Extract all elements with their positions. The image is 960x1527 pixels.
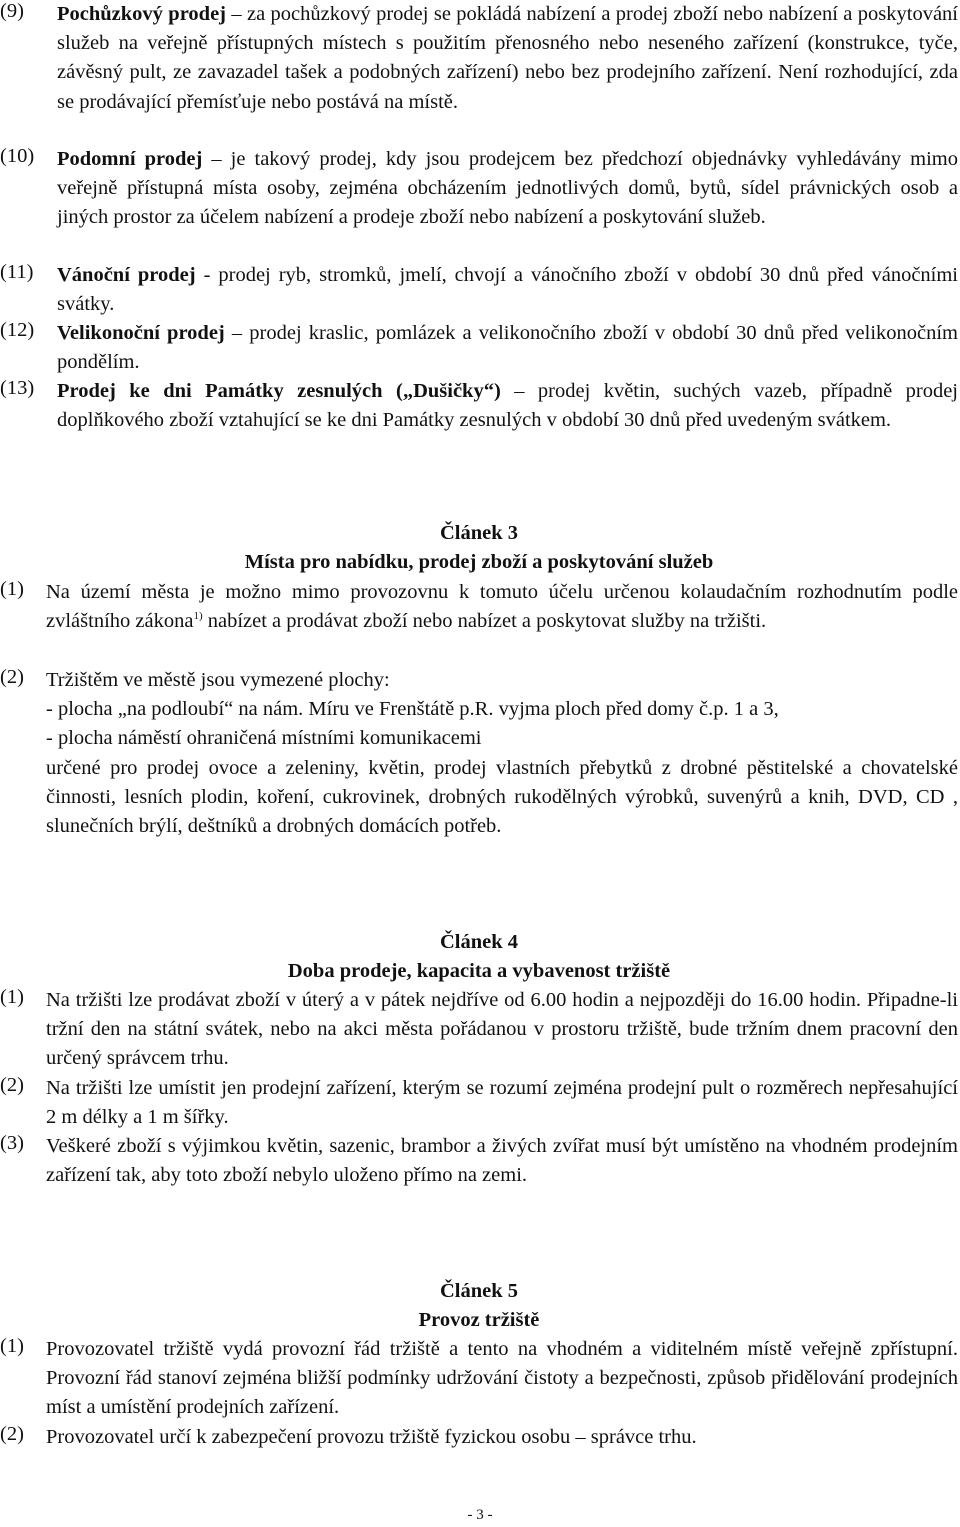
paragraph-number: (2) xyxy=(0,666,24,688)
definition-text: prodej kraslic, pomlázek a velikonočního zboží v období 30 dnů před velikonočním pondělím. xyxy=(57,322,958,374)
article-5-paragraph-2 xyxy=(0,1423,958,1452)
paragraph-text: Provozovatel tržiště vydá provozní řád tržiště a tento na vhodném a viditelném místě veřejně zpřístupní. Provozní řád stanoví zejména bližší podmínky udržování čistoty a bezpečnosti, způsob přidělování prodejních míst a umístění prodejních zařízení. xyxy=(46,1338,958,1419)
definition-number: (9) xyxy=(0,0,24,22)
definition-term: Prodej ke dni Památky zesnulých („Dušičky“) xyxy=(57,380,501,402)
definition-text: za pochůzkový prodej se pokládá nabízení a prodej zboží nebo nabízení a poskytování služeb na veřejně přístupných místech s použitím přenosného nebo neseného zařízení (konstrukce, tyče, závěsný pult, ze zavazadel tašek a podobných zařízení) nebo bez prodejního zařízení. Není rozhodující, zda se prodávající přemísťuje nebo postává na místě. xyxy=(57,3,958,113)
article-4-paragraph-3 xyxy=(0,1132,958,1190)
definition-number: (12) xyxy=(0,319,35,341)
definition-number: (13) xyxy=(0,377,35,399)
definition-12: (12) Velikonoční prodej – prodej kraslic, pomlázek a velikonočního zboží v období 30 dnů před velikonočním pondělím. xyxy=(0,319,958,374)
footnote-reference: 1) xyxy=(193,610,203,623)
definition-term: Podomní prodej xyxy=(57,148,203,170)
paragraph-text: určené pro prodej ovoce a zeleniny, květin, prodej vlastních přebytků z drobné pěstitelské a chovatelské činnosti, lesních plodin, koření, cukrovinek, drobných rukodělných výrobků, suvenýrů a knih, DVD, CD , slunečních brýlí, deštníků a drobných domácích potřeb. xyxy=(46,756,958,838)
paragraph-number: (3) xyxy=(0,1132,24,1154)
article-4-heading: Článek 4 xyxy=(439,931,519,953)
paragraph-text: Na tržišti lze umístit jen prodejní zařízení, kterým se rozumí zejména prodejní pult o rozměrech nepřesahující 2 m délky a 1 m šířky. xyxy=(46,1077,958,1129)
definition-term: Pochůzkový prodej xyxy=(57,3,226,25)
definition-number: (10) xyxy=(0,145,35,167)
list-item: - plocha „na podloubí“ na nám. Míru ve Frenštátě p.R. vyjma ploch před domy č.p. 1 a 3, xyxy=(46,698,779,721)
definition-13: (13) Prodej ke dni Památky zesnulých („Dušičky“) – prodej květin, suchých vazeb, případně prodej doplňkového zboží vztahující se ke dni Památky zesnulých v období 30 dnů před uvedeným svátkem. xyxy=(0,377,958,432)
article-5-heading: Článek 5 xyxy=(439,1280,519,1302)
article-4-paragraph-1 xyxy=(0,986,958,1074)
definition-11: (11) Vánoční prodej - prodej ryb, stromků, jmelí, chvojí a vánočního zboží v období 30 dnů před vánočními svátky. xyxy=(0,261,959,316)
paragraph-intro: Tržištěm ve městě jsou vymezené plochy: xyxy=(46,669,390,691)
definition-text: prodej květin, suchých vazeb, případně prodej doplňkového zboží vztahující se ke dni Památky zesnulých v období 30 dnů před uvedeným svátkem. xyxy=(57,380,958,432)
definition-text: je takový prodej, kdy jsou prodejcem bez předchozí objednávky vyhledávány mimo veřejně přístupná místa osoby, zejména obcházením jednotlivých domů, bytů, sídel právnických osob a jiných prostor za účelem nabízení a prodeje zboží nebo nabízení a poskytování služeb. xyxy=(57,148,959,229)
paragraph-number: (1) xyxy=(0,1335,24,1357)
definition-term: Vánoční prodej xyxy=(57,264,196,286)
paragraph-number: (2) xyxy=(0,1423,24,1445)
paragraph-number: (2) xyxy=(0,1074,24,1096)
definition-text: prodej ryb, stromků, jmelí, chvojí a vánočního zboží v období 30 dnů před vánočními svátky. xyxy=(57,264,959,316)
article-5-title: Provoz tržiště xyxy=(418,1309,540,1331)
paragraph-text: Veškeré zboží s výjimkou květin, sazenic, brambor a živých zvířat musí být umístěno na vhodném prodejním zařízení tak, aby toto zboží nebylo uloženo přímo na zemi. xyxy=(46,1135,958,1187)
paragraph-text: Na tržišti lze prodávat zboží v úterý a v pátek nejdříve od 6.00 hodin a nejpozději do 16.00 hodin. Připadne-li tržní den na státní svátek, nebo na akci města pořádanou v prostoru tržiště, bude tržním dnem pracovní den určený správcem trhu. xyxy=(46,989,958,1070)
paragraph-number: (1) xyxy=(0,578,24,600)
article-3-paragraph-2 xyxy=(0,666,958,841)
definition-9: (9) Pochůzkový prodej – za pochůzkový prodej se pokládá nabízení a prodej zboží nebo nabízení a poskytování služeb na veřejně přístupných místech s použitím přenosného nebo neseného zařízení (konstrukce, tyče, závěsný pult, ze zavazadel tašek a podobných zařízení) nebo bez prodejního zařízení. Není rozhodující, zda se prodávající přemísťuje nebo postává na místě. xyxy=(0,0,958,113)
paragraph-text: Provozovatel určí k zabezpečení provozu tržiště fyzickou osobu – správce trhu. xyxy=(46,1426,697,1448)
definition-10: (10) Podomní prodej – je takový prodej, kdy jsou prodejcem bez předchozí objednávky vyhledávány mimo veřejně přístupná místa osoby, zejména obcházením jednotlivých domů, bytů, sídel právnických osob a jiných prostor za účelem nabízení a prodeje zboží nebo nabízení a poskytování služeb. xyxy=(0,145,959,229)
list-item: - plocha náměstí ohraničená místními komunikacemi xyxy=(46,727,482,750)
paragraph-number: (1) xyxy=(0,986,24,1008)
article-4-title: Doba prodeje, kapacita a vybavenost tržiště xyxy=(287,960,671,982)
page-number: - 3 - xyxy=(467,1507,493,1523)
article-3-heading: Článek 3 xyxy=(439,522,519,544)
article-4-paragraph-2 xyxy=(0,1074,958,1132)
article-5-paragraph-1 xyxy=(0,1335,958,1423)
article-3-title: Místa pro nabídku, prodej zboží a poskytování služeb xyxy=(244,551,714,573)
article-3-paragraph-1: (1) Na území města je možno mimo provozovnu k tomuto účelu určenou kolaudačním rozhodnutím podle zvláštního zákona$^{1)}$ nabízet a prodávat zboží nebo nabízet a poskytovat služby na tržišti. xyxy=(0,578,958,633)
definition-number: (11) xyxy=(0,261,34,283)
definition-term: Velikonoční prodej xyxy=(57,322,225,344)
